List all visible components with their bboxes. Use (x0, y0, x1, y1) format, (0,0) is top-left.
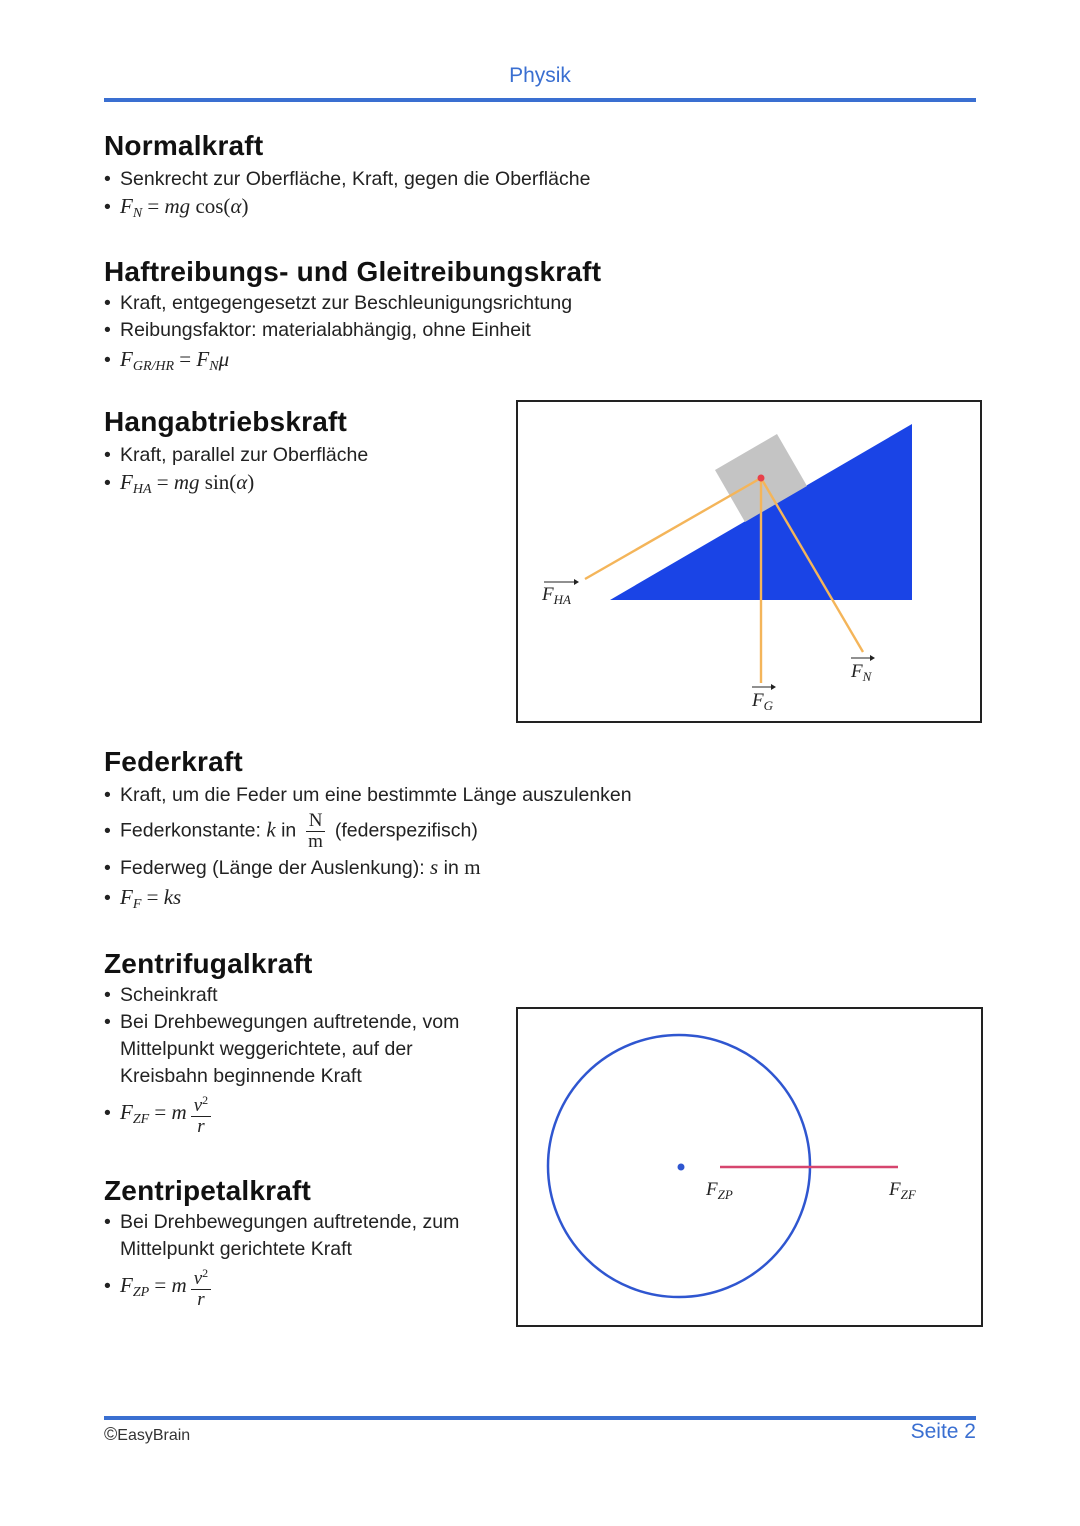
bullet-continuation: Kreisbahn beginnende Kraft (120, 1065, 362, 1087)
bullet-text: Scheinkraft (120, 984, 218, 1006)
section-title: Federkraft (104, 746, 243, 777)
header-rule (104, 98, 976, 102)
header-title: Physik (509, 64, 571, 87)
bullet: • Scheinkraft (104, 984, 218, 1006)
incline-diagram (516, 400, 982, 723)
section-normalkraft (104, 130, 664, 227)
formula-bullet: • $F_F$ = ks (104, 885, 182, 912)
section-title: Haftreibungs- und Gleitreibungskraft (104, 256, 602, 287)
label-fzp: $F_{ZP}$ (706, 1179, 733, 1202)
formula: $F_{ZF} = m$ (120, 1099, 187, 1127)
formula-bullet: • $F_{ZP} = m$ $\frac{v^2}{r}$ (104, 1263, 504, 1310)
section-title: Normalkraft (104, 130, 264, 161)
formula-bullet: • $F_{GR/HR} = F_N\mu$ (104, 347, 230, 374)
vector-arrowhead (574, 579, 579, 585)
circle-diagram (516, 1007, 983, 1327)
section-hang (104, 406, 504, 503)
bullet: • Senkrecht zur Oberfläche, Kraft, gegen die Oberfläche (104, 168, 591, 190)
fraction: $\frac{v^2}{r}$ (191, 1090, 211, 1137)
bullet-text: Kraft, um die Feder um eine bestimmte Länge auszulenken (120, 784, 632, 806)
bullet-text: Senkrecht zur Oberfläche, Kraft, gegen die Oberfläche (120, 168, 591, 190)
formula: $F_{GR/HR} = F_N\mu$ (120, 347, 230, 374)
bullet-text: Kraft, parallel zur Oberfläche (120, 444, 369, 466)
vector-arrowhead (771, 684, 776, 690)
section-title: Zentrifugalkraft (104, 948, 313, 979)
bullet-continuation: Mittelpunkt gerichtete Kraft (120, 1238, 352, 1260)
label-fg: $F_G$ (752, 690, 773, 713)
fraction: $\frac{v^2}{r}$ (191, 1263, 211, 1310)
incline-svg (518, 402, 980, 721)
formula: $F_F$ = ks (120, 885, 182, 912)
copyright-icon: © (104, 1424, 118, 1444)
bullet: • Kraft, parallel zur Oberfläche (104, 444, 369, 466)
bullet-text: Kraft, entgegengesetzt zur Beschleunigungsrichtung (120, 292, 573, 314)
formula-bullet: • $F_{HA}$ = mg sin(α) (104, 470, 255, 497)
section-title: Hangabtriebskraft (104, 406, 348, 437)
formula-bullet: • $F_N$ = mg cos(α) (104, 194, 249, 221)
bullet: • Federkonstante: k in $\frac{N}{m}$ (federspezifisch) (104, 810, 478, 852)
unit-fraction: $\frac{N}{m}$ (306, 811, 326, 852)
section-feder (104, 746, 724, 918)
section-title: Zentripetalkraft (104, 1175, 312, 1206)
label-fzf: $F_{ZF}$ (889, 1179, 916, 1202)
bullet: • Federweg (Länge der Auslenkung): s in m (104, 855, 481, 879)
bullet: • Reibungsfaktor: materialabhängig, ohne Einheit (104, 319, 531, 341)
bullet-continuation: Mittelpunkt weggerichtete, auf der (120, 1038, 413, 1060)
formula-bullet: • $F_{ZF} = m$ $\frac{v^2}{r}$ (104, 1090, 504, 1137)
circle-svg (518, 1009, 981, 1325)
page-number: Seite 2 (910, 1420, 976, 1443)
section-reibung (104, 256, 724, 380)
application-point (758, 475, 765, 482)
footer-rule (104, 1416, 976, 1420)
bullet: • Kraft, entgegengesetzt zur Beschleunigungsrichtung (104, 292, 573, 314)
bullet-text: Reibungsfaktor: materialabhängig, ohne Einheit (120, 319, 531, 341)
label-fn: $F_N$ (851, 661, 872, 684)
footer-brand (104, 1424, 190, 1445)
formula: $F_{ZP} = m$ (120, 1272, 187, 1300)
formula: $F_N$ = mg cos(α) (120, 194, 249, 221)
bullet: • Bei Drehbewegungen auftretende, zum (104, 1211, 460, 1233)
bullet-text: Bei Drehbewegungen auftretende, zum (120, 1211, 460, 1233)
section-zentripetal (104, 1175, 504, 1310)
bullet: • Kraft, um die Feder um eine bestimmte Länge auszulenken (104, 784, 632, 806)
center-point (678, 1164, 685, 1171)
bullet-text: Bei Drehbewegungen auftretende, vom (120, 1011, 460, 1033)
formula: $F_{HA}$ = mg sin(α) (120, 470, 255, 497)
vector-arrowhead (870, 655, 875, 661)
bullet: • Bei Drehbewegungen auftretende, vom (104, 1011, 460, 1033)
label-fha: $F_{HA}$ (542, 584, 571, 607)
section-zentrifugal (104, 948, 504, 1137)
brand-name: EasyBrain (117, 1427, 191, 1444)
